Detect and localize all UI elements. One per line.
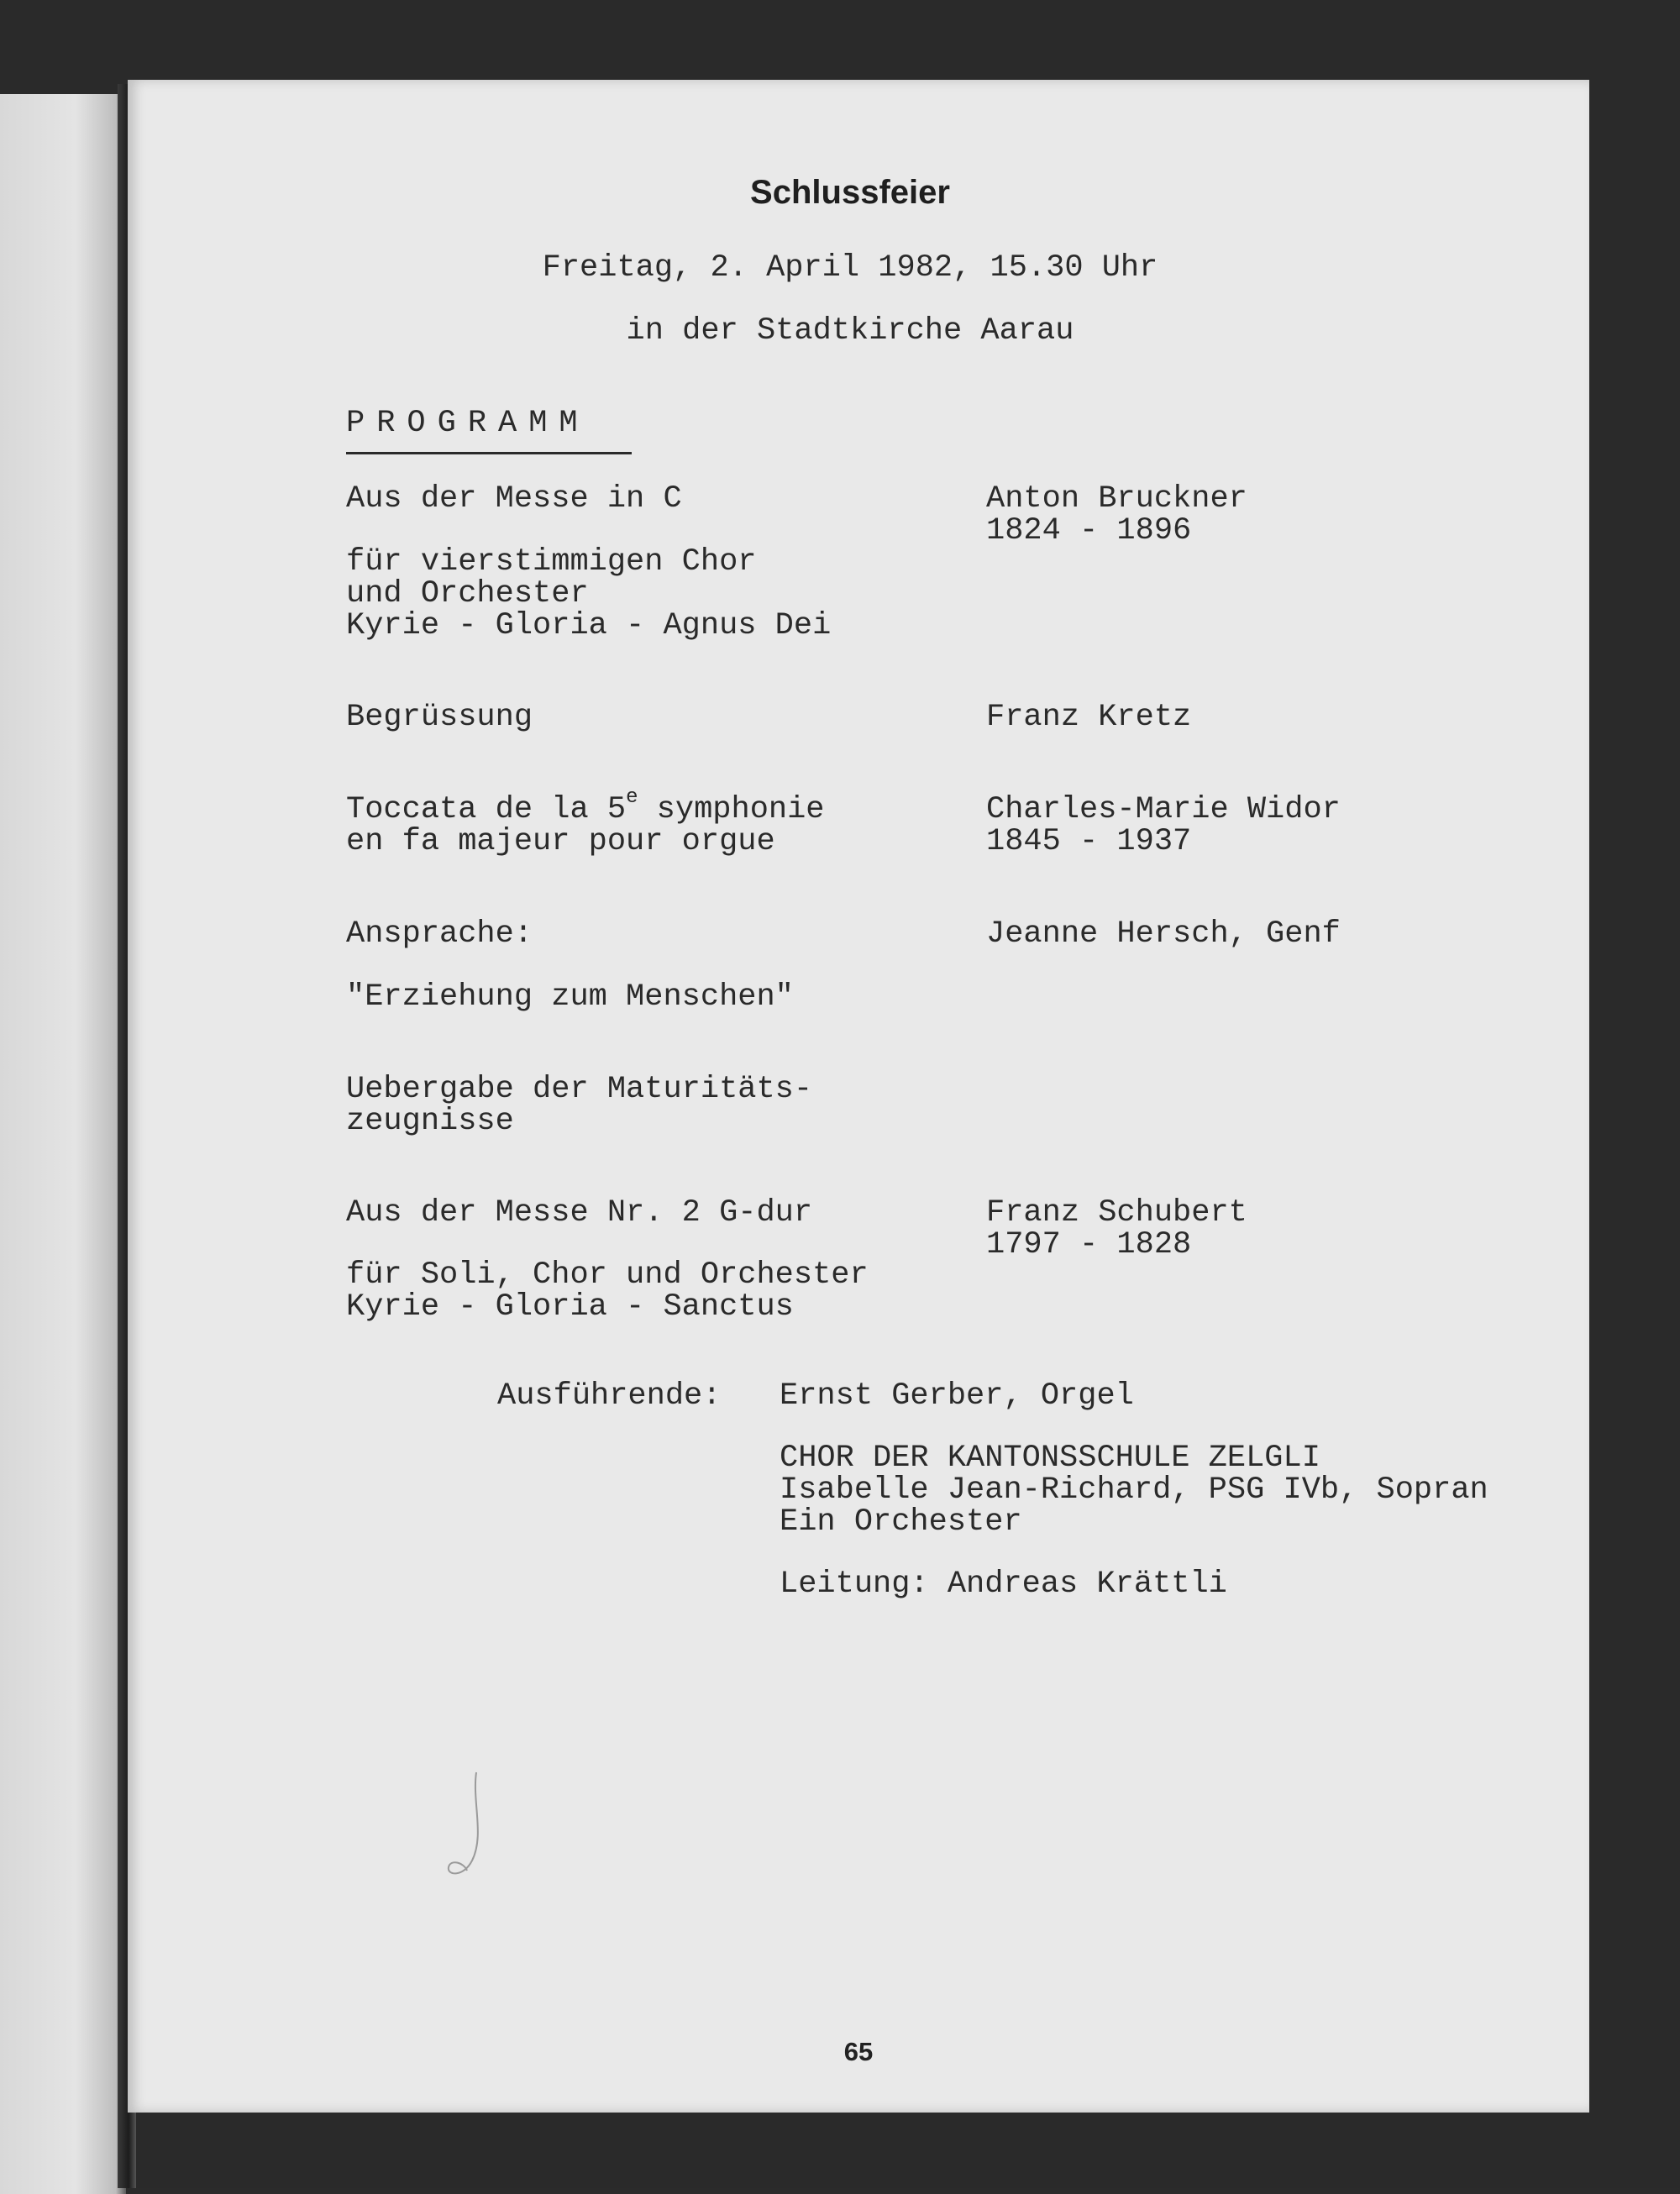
program-item-speech-speaker: Jeanne Hersch, Genf (986, 916, 1341, 952)
facing-page-edge (0, 94, 126, 2194)
program-item-bruckner-dates: 1824 - 1896 (986, 513, 1192, 548)
page-number: 65 (843, 2037, 874, 2066)
program-item-schubert-work-line: Aus der Messe Nr. 2 G-dur (346, 1195, 813, 1231)
performer-choir-line: Isabelle Jean-Richard, PSG IVb, Sopran (780, 1472, 1488, 1508)
widor-work-superscript: e (626, 786, 638, 809)
program-page (128, 80, 1589, 2113)
widor-work-prefix: Toccata de la 5 (346, 792, 627, 827)
program-item-widor-dates: 1845 - 1937 (986, 824, 1192, 859)
pencil-mark (438, 1768, 497, 1886)
program-item-speech-label: Ansprache: (346, 916, 533, 952)
program-item-widor-composer: Charles-Marie Widor (986, 792, 1341, 827)
program-item-bruckner-work-line: und Orchester (346, 576, 589, 611)
performer-choir-line: Ein Orchester (780, 1504, 1022, 1540)
program-item-handover-line: Uebergabe der Maturitäts- (346, 1072, 813, 1107)
program-heading-underline (346, 452, 632, 454)
event-venue: in der Stadtkirche Aarau (626, 313, 1074, 349)
program-item-bruckner-work-line: Aus der Messe in C (346, 481, 682, 517)
program-item-greeting-person: Franz Kretz (986, 700, 1192, 735)
program-item-handover-line: zeugnisse (346, 1104, 514, 1139)
program-item-widor-work (346, 786, 825, 827)
performer-organ: Ernst Gerber, Orgel (780, 1378, 1134, 1414)
program-item-bruckner-composer: Anton Bruckner (986, 481, 1247, 517)
program-item-schubert-work-line: Kyrie - Gloria - Sanctus (346, 1289, 794, 1325)
performers-label: Ausführende: (497, 1378, 722, 1414)
event-date: Freitag, 2. April 1982, 15.30 Uhr (542, 250, 1158, 286)
program-item-schubert-composer: Franz Schubert (986, 1195, 1247, 1231)
page-title: Schlussfeier (750, 174, 950, 211)
program-item-bruckner-work-line: für vierstimmigen Chor (346, 544, 757, 580)
program-item-greeting: Begrüssung (346, 700, 533, 735)
widor-work-suffix: symphonie (638, 792, 825, 827)
program-item-schubert-dates: 1797 - 1828 (986, 1227, 1192, 1262)
program-item-speech-topic: "Erziehung zum Menschen" (346, 979, 794, 1015)
performer-choir-line: CHOR DER KANTONSSCHULE ZELGLI (780, 1441, 1320, 1476)
program-heading: PROGRAMM (346, 406, 590, 441)
program-item-widor-work-line2: en fa majeur pour orgue (346, 824, 775, 859)
program-item-schubert-work-line: für Soli, Chor und Orchester (346, 1257, 869, 1293)
program-item-bruckner-work-line: Kyrie - Gloria - Agnus Dei (346, 608, 832, 643)
performer-conductor: Leitung: Andreas Krättli (780, 1567, 1227, 1602)
